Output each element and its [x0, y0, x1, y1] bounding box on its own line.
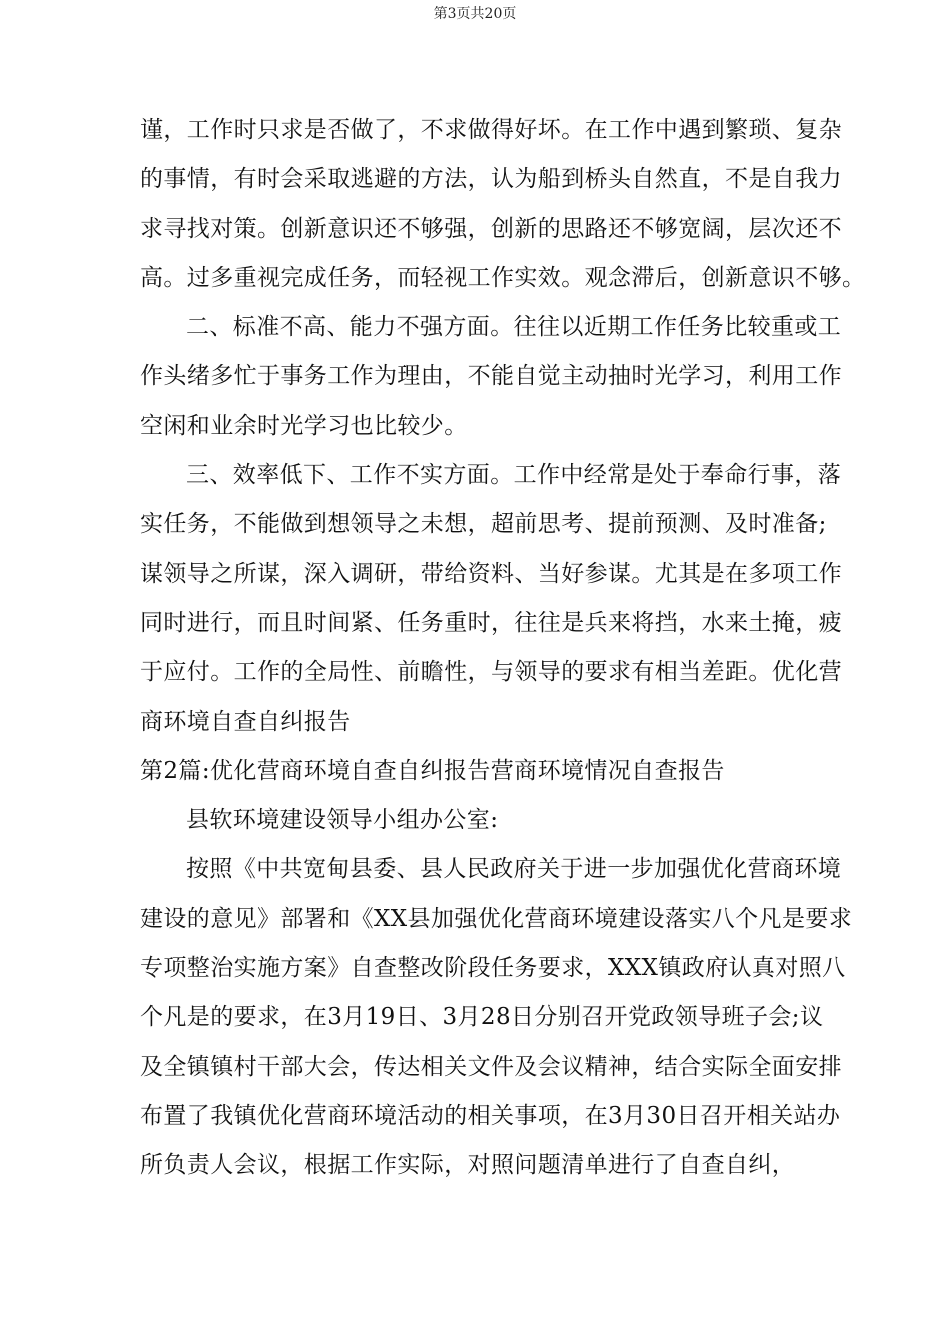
- paragraph-start-line: 按照《中共宽甸县委、县人民政府关于进一步加强优化营商环境: [186, 856, 842, 883]
- document-body: [140, 106, 866, 1191]
- text-line: 实任务，不能做到想领导之未想，超前思考、提前预测、及时准备;: [140, 511, 827, 538]
- salutation-line: 县软环境建设领导小组办公室:: [186, 807, 499, 834]
- text-line: 作头绪多忙于事务工作为理由，不能自觉主动抽时光学习，利用工作: [140, 363, 842, 390]
- paragraph-start-line: 二、标准不高、能力不强方面。往往以近期工作任务比较重或工: [186, 314, 842, 341]
- text-line: 布置了我镇优化营商环境活动的相关事项，在3月30日召开相关站办: [140, 1102, 841, 1129]
- section-heading: 第2篇:优化营商环境自查自纠报告营商环境情况自查报告: [140, 757, 725, 784]
- page-number-header: 第3页共20页: [433, 6, 517, 22]
- text-line: 空闲和业余时光学习也比较少。: [140, 412, 468, 439]
- text-line: 高。过多重视完成任务，而轻视工作实效。观念滞后，创新意识不够。: [140, 264, 866, 291]
- text-line: 建设的意见》部署和《XX县加强优化营商环境建设落实八个凡是要求: [140, 905, 853, 932]
- text-line: 专项整治实施方案》自查整改阶段任务要求，XXX镇政府认真对照八: [140, 955, 846, 982]
- text-line: 所负责人会议，根据工作实际，对照问题清单进行了自查自纠，: [140, 1152, 796, 1179]
- text-line: 谨，工作时只求是否做了，不求做得好坏。在工作中遇到繁琐、复杂: [140, 117, 842, 143]
- text-line: 同时进行，而且时间紧、任务重时，往往是兵来将挡，水来土掩，疲: [140, 609, 842, 636]
- text-line: 及全镇镇村干部大会，传达相关文件及会议精神，结合实际全面安排: [140, 1053, 842, 1080]
- text-line: 求寻找对策。创新意识还不够强，创新的思路还不够宽阔，层次还不: [140, 215, 842, 242]
- text-line: 于应付。工作的全局性、前瞻性，与领导的要求有相当差距。优化营: [140, 659, 842, 686]
- paragraph-start-line: 三、效率低下、工作不实方面。工作中经常是处于奉命行事，落: [186, 462, 842, 489]
- text-line: 谋领导之所谋，深入调研，带给资料、当好参谋。尤其是在多项工作: [140, 560, 842, 587]
- text-line: 个凡是的要求，在3月19日、3月28日分别召开党政领导班子会;议: [140, 1004, 824, 1031]
- text-line: 商环境自查自纠报告: [140, 708, 351, 735]
- text-line: 的事情，有时会采取逃避的方法，认为船到桥头自然直，不是自我力: [140, 166, 842, 193]
